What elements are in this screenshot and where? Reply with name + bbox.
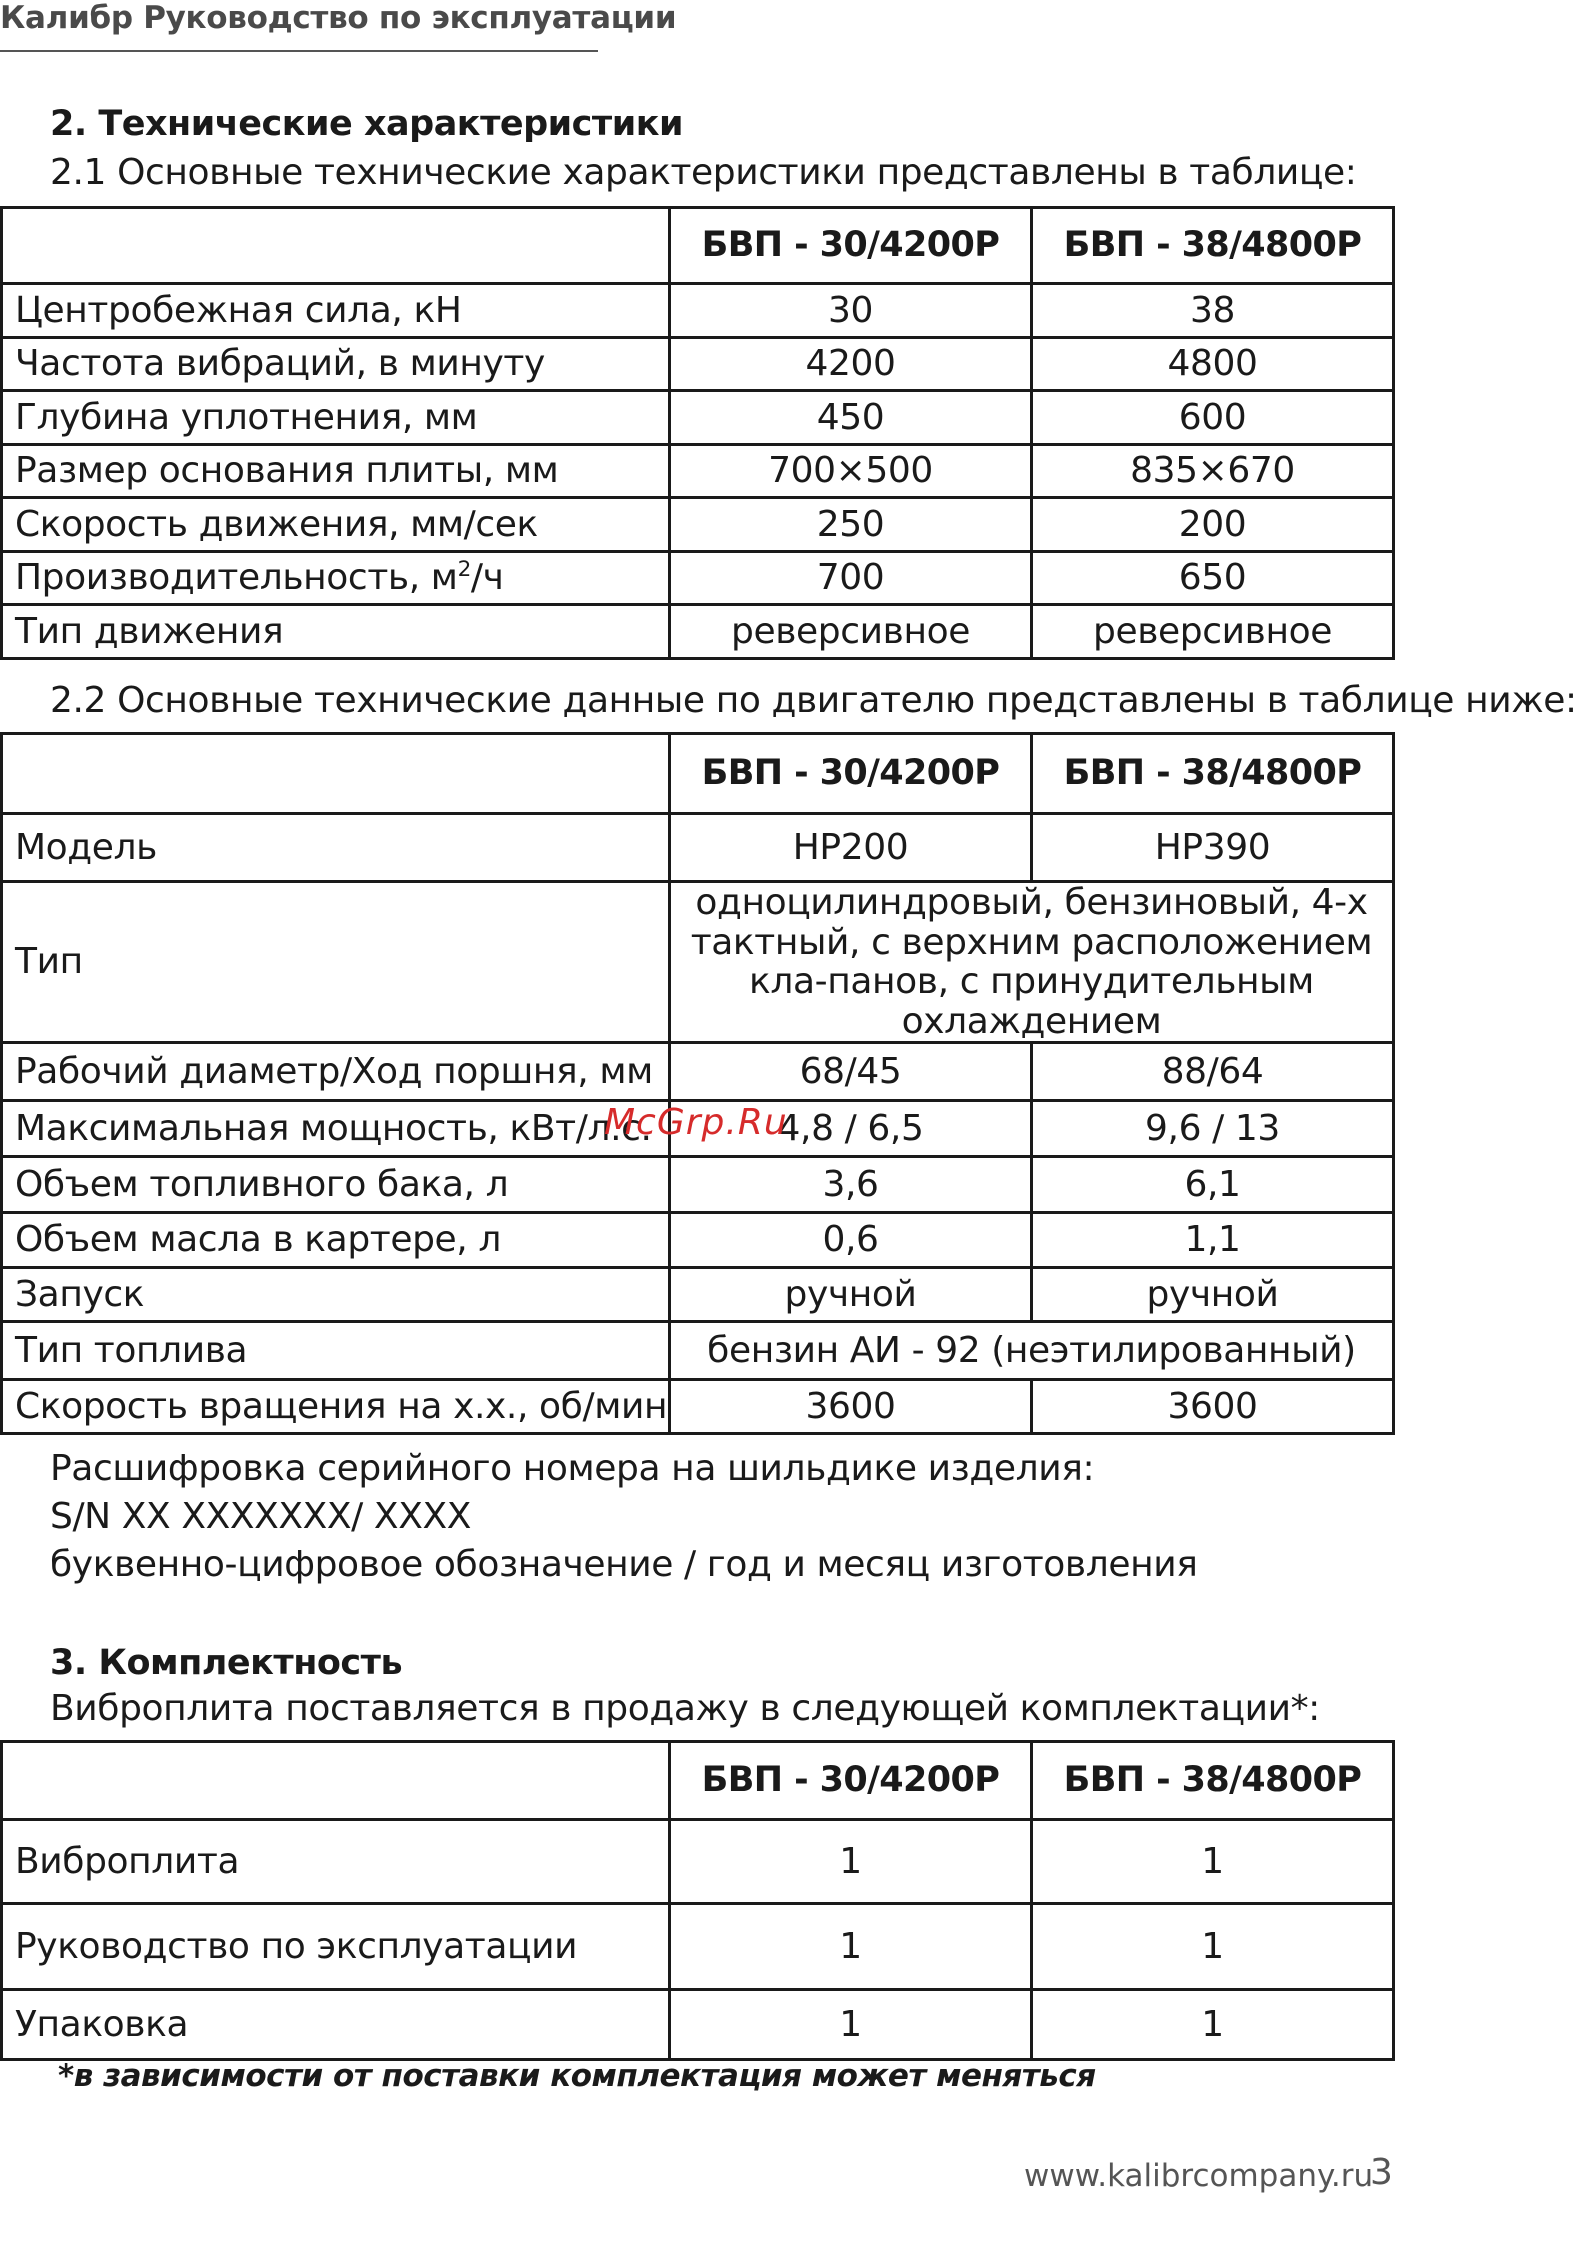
table2-row-v2: 88/64 bbox=[1032, 1043, 1394, 1101]
table2-type-value: одноцилиндровый, бензиновый, 4-х тактный, с верхним расположением кла-панов, с принудительным охлаждением bbox=[670, 882, 1394, 1043]
table3-row-v1: 1 bbox=[670, 1820, 1032, 1904]
table2-row-label: Объем топливного бака, л bbox=[2, 1157, 670, 1213]
productivity-label: Производительность, м bbox=[15, 557, 458, 598]
table3-row-label: Упаковка bbox=[2, 1990, 670, 2060]
serial-line-3: буквенно-цифровое обозначение / год и месяц изготовления bbox=[50, 1544, 1198, 1585]
table1-corner bbox=[2, 208, 670, 284]
table1-row-v1: реверсивное bbox=[670, 605, 1032, 659]
header-rule bbox=[0, 50, 598, 52]
table3-row-label: Виброплита bbox=[2, 1820, 670, 1904]
table1-row-v2: 38 bbox=[1032, 284, 1394, 338]
table2-row-v1: 4,8 / 6,5 bbox=[670, 1101, 1032, 1157]
table3-row-v2: 1 bbox=[1032, 1904, 1394, 1990]
table1-row-v1: 250 bbox=[670, 498, 1032, 552]
table3-row-v2: 1 bbox=[1032, 1820, 1394, 1904]
table1-row-label bbox=[2, 552, 670, 605]
table1-row-v2: 650 bbox=[1032, 552, 1394, 605]
page-header: Калибр Руководство по эксплуатации bbox=[0, 0, 677, 36]
section-3-title: 3. Комплектность bbox=[50, 1643, 403, 1683]
table2-fuel-value: бензин АИ - 92 (неэтилированный) bbox=[670, 1322, 1394, 1380]
section-2-title: 2. Технические характеристики bbox=[50, 104, 683, 144]
footnote: *в зависимости от поставки комплектация может меняться bbox=[58, 2058, 1096, 2094]
table2-row-v2: 1,1 bbox=[1032, 1213, 1394, 1268]
table2-row-label: Максимальная мощность, кВт/л.с. bbox=[2, 1101, 670, 1157]
table1-row-label: Центробежная сила, кН bbox=[2, 284, 670, 338]
page-number: 3 bbox=[1370, 2152, 1393, 2193]
section-2-1-intro: 2.1 Основные технические характеристики представлены в таблице: bbox=[50, 152, 1357, 193]
table3-col1-header: БВП - 30/4200Р bbox=[670, 1742, 1032, 1820]
table1-row-label: Тип движения bbox=[2, 605, 670, 659]
table2-row-v2: 9,6 / 13 bbox=[1032, 1101, 1394, 1157]
table2-fuel-label: Тип топлива bbox=[2, 1322, 670, 1380]
table2-model-label: Модель bbox=[2, 814, 670, 882]
spec-table-1 bbox=[0, 206, 1395, 660]
table2-row-v1: 3,6 bbox=[670, 1157, 1032, 1213]
table2-row-v1: ручной bbox=[670, 1268, 1032, 1322]
serial-line-1: Расшифровка серийного номера на шильдике изделия: bbox=[50, 1448, 1095, 1489]
section-3-intro: Виброплита поставляется в продажу в следующей комплектации*: bbox=[50, 1688, 1320, 1729]
table1-row-v1: 4200 bbox=[670, 338, 1032, 391]
table2-speed-v1: 3600 bbox=[670, 1380, 1032, 1434]
table2-type-label: Тип bbox=[2, 882, 670, 1043]
productivity-label-suffix: /ч bbox=[470, 557, 504, 598]
table3-row-v2: 1 bbox=[1032, 1990, 1394, 2060]
table2-model-v2: HP390 bbox=[1032, 814, 1394, 882]
table1-row-label: Частота вибраций, в минуту bbox=[2, 338, 670, 391]
table1-row-label: Скорость движения, мм/сек bbox=[2, 498, 670, 552]
footer-url[interactable]: www.kalibrcompany.ru bbox=[1024, 2158, 1374, 2194]
table2-row-v1: 68/45 bbox=[670, 1043, 1032, 1101]
table1-row-v2: 200 bbox=[1032, 498, 1394, 552]
table2-model-v1: HP200 bbox=[670, 814, 1032, 882]
table2-row-v1: 0,6 bbox=[670, 1213, 1032, 1268]
table2-row-label: Запуск bbox=[2, 1268, 670, 1322]
table1-row-v2: 4800 bbox=[1032, 338, 1394, 391]
table2-row-v2: 6,1 bbox=[1032, 1157, 1394, 1213]
table2-col1-header: БВП - 30/4200Р bbox=[670, 734, 1032, 814]
table1-row-v2: 835×670 bbox=[1032, 445, 1394, 498]
watermark: McGrp.Ru bbox=[604, 1102, 788, 1143]
table2-col2-header: БВП - 38/4800Р bbox=[1032, 734, 1394, 814]
table2-speed-v2: 3600 bbox=[1032, 1380, 1394, 1434]
table1-row-v1: 450 bbox=[670, 391, 1032, 445]
productivity-label-sup: 2 bbox=[457, 557, 471, 582]
table1-row-v1: 700 bbox=[670, 552, 1032, 605]
serial-line-2: S/N XX XXXXXXX/ XXXX bbox=[50, 1496, 471, 1537]
table3-row-v1: 1 bbox=[670, 1904, 1032, 1990]
spec-table-3 bbox=[0, 1740, 1395, 2061]
table3-row-v1: 1 bbox=[670, 1990, 1032, 2060]
table1-row-label: Размер основания плиты, мм bbox=[2, 445, 670, 498]
table2-row-label: Рабочий диаметр/Ход поршня, мм bbox=[2, 1043, 670, 1101]
table1-row-v1: 30 bbox=[670, 284, 1032, 338]
table3-col2-header: БВП - 38/4800Р bbox=[1032, 1742, 1394, 1820]
table2-speed-label: Скорость вращения на х.х., об/мин bbox=[2, 1380, 670, 1434]
table1-row-v2: реверсивное bbox=[1032, 605, 1394, 659]
table2-corner bbox=[2, 734, 670, 814]
table2-row-v2: ручной bbox=[1032, 1268, 1394, 1322]
table1-row-label: Глубина уплотнения, мм bbox=[2, 391, 670, 445]
section-2-2-intro: 2.2 Основные технические данные по двигателю представлены в таблице ниже: bbox=[50, 680, 1577, 721]
table2-row-label: Объем масла в картере, л bbox=[2, 1213, 670, 1268]
table3-row-label: Руководство по эксплуатации bbox=[2, 1904, 670, 1990]
table1-col1-header: БВП - 30/4200Р bbox=[670, 208, 1032, 284]
table3-corner bbox=[2, 1742, 670, 1820]
spec-table-2 bbox=[0, 732, 1395, 1435]
table1-row-v2: 600 bbox=[1032, 391, 1394, 445]
table1-row-v1: 700×500 bbox=[670, 445, 1032, 498]
table1-col2-header: БВП - 38/4800Р bbox=[1032, 208, 1394, 284]
